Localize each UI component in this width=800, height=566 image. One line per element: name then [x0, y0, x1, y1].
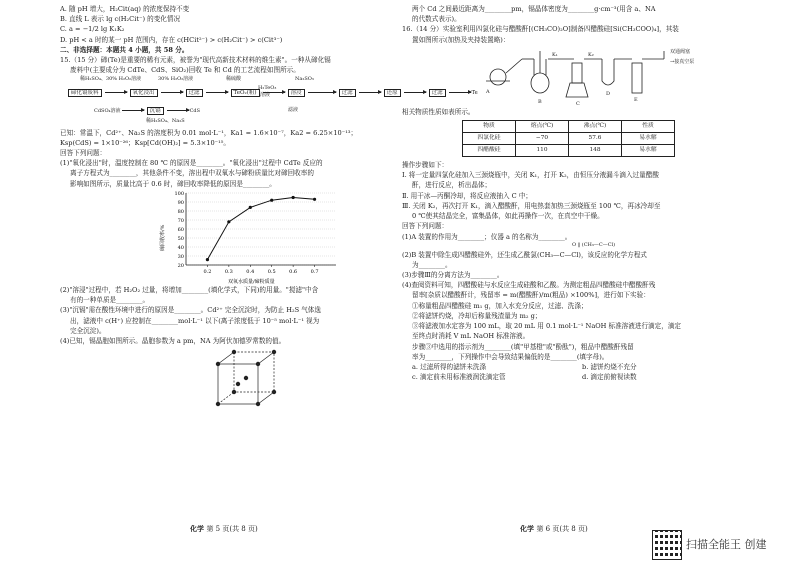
option-a: A. 随 pH 增大，H₂Cit(aq) 的浓度保持不变	[60, 5, 190, 13]
chart-y-tick-label: 20	[177, 262, 184, 269]
step-3: Ⅲ. 关闭 K₂，再次打开 K₁，滴入醋酸酐，用电热套加热三颈烧瓶至 100 ℃，再冰冷却至	[402, 201, 661, 210]
table-header-cell: 性质	[622, 121, 675, 133]
option-c: C. a = −1/2 lg K₁K₂	[60, 25, 125, 34]
flow-bottom-4: 滤液	[288, 106, 299, 113]
flow-box-7: 还原	[384, 89, 401, 98]
answer-4-step2: ②将滤饼灼烧，冷却后称量残渣量为 m₂ g；	[412, 311, 542, 320]
app-label-valve: 双通阀塞	[670, 48, 691, 55]
chart-y-tick-label: 60	[177, 226, 184, 233]
flow-box-6: 过滤	[339, 89, 356, 98]
r-line2: 的代数式表示)。	[412, 15, 461, 24]
answer-4-line2: 留率[杂质以醋酸酐计，残留率 = m(醋酸酐)/m(粗品) ×100%]，进行如下实验：	[412, 291, 650, 300]
flow-bottom-1: CdSO₄溶液	[94, 107, 121, 114]
flow-product-1: H₂TeO₃	[258, 84, 277, 91]
flow-reagent-2: 30% H₂O₂溶液	[158, 75, 194, 82]
table-cell: 四醋酸硅	[463, 145, 516, 157]
table-header-row	[463, 121, 675, 133]
app-label-k1: K₁	[552, 51, 558, 58]
part4-line1: (4)已知，镉晶胞如图所示。晶胞参数为 a pm，NA 为阿伏加德罗常数的值。	[60, 336, 286, 345]
chart-y-tick-label: 70	[177, 217, 184, 224]
chart-y-tick-label: 90	[177, 199, 184, 206]
left-footer-subject: 化学	[190, 524, 204, 533]
answer-4-step3b: 至终点时消耗 V mL NaOH 标准溶液。	[412, 332, 530, 341]
known-line1: 已知：常温下，Cd²⁺、Na₂S 的溶度积为 0.01 mol·L⁻¹，Ka1 = 1.6×10⁻⁷，Ka2 = 6.25×10⁻¹³；	[60, 128, 358, 137]
part3-line1: (3)"沉镉"需在酸性环境中进行的原因是________。Cd²⁺ 完全沉淀时，为防止 H₂S 气体逸	[60, 306, 321, 315]
chart-x-tick-label: 0.7	[310, 268, 319, 275]
table-cell: 148	[569, 145, 622, 157]
flow-box-4: TeO₂(粗)	[231, 89, 260, 98]
chart-ylabel: 碲回收率/%	[160, 224, 166, 251]
flow-product-2: 溶液	[260, 91, 271, 98]
step-3b: 0 ℃使其结晶完全，富集晶体，如此再操作一次，在真空中干燥。	[412, 212, 604, 221]
answer-1: (1)A 装置的作用为________；仪器 a 的名称为________。	[402, 232, 572, 241]
ask-title: 回答下列问题：	[402, 222, 449, 231]
choice-a: a. 过滤所得的滤饼未洗涤	[412, 362, 487, 371]
choices-row-1	[402, 362, 742, 372]
section-heading: 二、非选择题：本题共 4 小题，共 58 分。	[60, 45, 189, 54]
flow-reagent-4: Na₂SO₃	[295, 75, 314, 82]
chart-data-point	[292, 196, 295, 199]
flow-box-3: 过滤	[186, 89, 203, 98]
known-line3: 回答下列问题：	[60, 148, 107, 157]
flow-box-1: 碲化镉废料	[68, 89, 102, 98]
flow-reagent-3: 稀硫酸	[226, 75, 242, 82]
chart-y-tick-label: 80	[177, 208, 184, 215]
flow-box-2: 氧化浸出	[130, 89, 158, 98]
acyl-chloride-structure: O ‖ (CH₃—C—Cl)	[572, 241, 616, 248]
table-cell: 57.6	[569, 133, 622, 145]
chart-data-point	[249, 206, 252, 209]
flow-bottom-2: 沉镉	[147, 107, 164, 116]
chart-series-line	[207, 197, 314, 259]
answer-4-step1: ①称量粗品四醋酸硅 m₁ g，加入水充分反应，过滤、洗涤；	[412, 301, 588, 310]
right-footer	[520, 524, 588, 534]
steps-title: 操作步骤如下：	[402, 161, 449, 170]
known-line2: Ksp(CdS) = 1×10⁻²⁶；Ksp[Cd(OH)₂] = 5.3×10⁻¹⁵。	[60, 138, 231, 147]
table-cell: 四氯化硅	[463, 133, 516, 145]
answer-4-line1: (4)查阅资料可知，四醋酸硅与水反应生成硅酸和乙酸。为测定粗品四醋酸硅中醋酸酐残	[402, 281, 656, 290]
table-cell: 易水解	[622, 133, 675, 145]
chart-data-point	[270, 198, 273, 201]
table-row	[463, 133, 675, 145]
step-1: Ⅰ. 将一定量四氯化硅加入三颈烧瓶中，关闭 K₁，打开 K₂，由恒压分液漏斗滴入过量醋酸	[402, 171, 659, 180]
answer-4-step4b: 率为________，下列操作中会导致结果偏低的是________(填字母)。	[412, 352, 609, 361]
table-header-cell: 熔点(℃)	[516, 121, 569, 133]
flow-bottom-5: 稀H₂SO₄、Na₂S	[146, 117, 185, 124]
chart-y-tick-label: 30	[177, 253, 184, 260]
chart-xlabel: 双氧水质量/碲粉质量	[228, 278, 275, 285]
chart-x-tick-label: 0.2	[203, 268, 212, 275]
flow-box-8: 过滤	[429, 89, 446, 98]
table-row	[463, 145, 675, 157]
q16-line2: 置如图所示(加热及夹持装置略)：	[412, 35, 510, 44]
right-footer-page: 第 6 页(共 8 页)	[536, 525, 588, 533]
flow-bottom-row	[94, 107, 200, 116]
chart-data-point	[206, 258, 209, 261]
watermark-text: 扫描全能王 创建	[686, 538, 767, 551]
flow-reagent-1: 稀H₂SO₄、30% H₂O₂溶液	[80, 75, 142, 82]
part1-line3: 影响如图所示，质量比高于 0.6 时，碲回收率降低的原因是________。	[70, 179, 276, 188]
app-label-b: B	[538, 98, 542, 105]
answer-2-line1: (2)B 装置中除生成四醋酸硅外，还生成乙酰氯(CH₃—C—Cl)，该反应的化学方程式	[402, 250, 647, 259]
q15-stem-line1: 15.（15 分）碲(Te)是重要的稀有元素，被誉为"现代高新技术材料的维生素"。一种从碲化镉	[60, 56, 331, 65]
app-label-a: A	[486, 88, 490, 95]
cadmium-unit-cell-diagram	[210, 346, 290, 408]
right-page	[402, 4, 742, 382]
app-label-pump: →接真空泵	[670, 58, 695, 65]
q15-stem-line2: 废料中(主要成分为 CdTe、CdS、SiO₂)回收 Te 和 Cd 的工艺流程如图所示。	[70, 66, 300, 75]
q16-line1: 16.（14 分）实验室利用四氯化硅与醋酸酐[(CH₃CO)₂O]制备四醋酸硅[Si(CH₃COO)₄]，其装	[402, 25, 679, 34]
qr-code-icon	[652, 530, 682, 560]
flow-box-9: Te	[471, 89, 478, 96]
chart-data-point	[313, 198, 316, 201]
table-header-cell: 沸点(℃)	[569, 121, 622, 133]
left-footer	[190, 524, 258, 534]
choice-c: c. 滴定前未用标准液润洗滴定管	[412, 373, 506, 382]
choice-b: b. 滤饼灼烧不充分	[582, 362, 637, 371]
answer-4-step4: 步骤③中选用的指示剂为________(填"甲基橙"或"酚酞")，粗品中醋酸酐残留	[412, 342, 634, 351]
chart-data-point	[227, 220, 230, 223]
apparatus-diagram	[402, 45, 732, 107]
r-line1: 两个 Cd 之间最近距离为________pm，镉晶体密度为________g·cm⁻³(用含 a、NA	[412, 5, 656, 13]
chart-x-tick-label: 0.6	[289, 268, 298, 275]
chart-y-tick-label: 50	[177, 235, 184, 242]
part3-line3: 完全沉淀)。	[70, 326, 106, 335]
right-footer-subject: 化学	[520, 524, 534, 533]
step-1b: 酐，进行反应，析出晶体；	[412, 181, 492, 190]
table-title: 相关物质性质如表所示。	[402, 107, 475, 116]
option-d: D. pH < a 时的某一 pH 范围内，存在 c(HCit²⁻) > c(H₂Cit⁻) > c(Cit³⁻)	[60, 35, 283, 44]
part2-line1: (2)"溶浸"过程中，若 H₂O₂ 过量，将增加________(填化学式，下同)的用量。"搅滤"中含	[60, 285, 319, 294]
answer-2-line2: 为________。	[412, 260, 452, 269]
chart-x-tick-label: 0.5	[267, 268, 276, 275]
app-label-e: E	[634, 96, 638, 103]
answer-4-step3: ③将滤液加水定容为 100 mL，取 20 mL 用 0.1 mol·L⁻¹ NaOH 标准溶液进行滴定，滴定	[412, 322, 682, 331]
chart-y-tick-label: 40	[177, 244, 184, 251]
table-cell: 110	[516, 145, 569, 157]
table-cell: −70	[516, 133, 569, 145]
choices-row-2	[402, 372, 742, 382]
properties-table	[462, 120, 675, 157]
table-header-cell: 物质	[463, 121, 516, 133]
part2-line2: 有的一种单质是________。	[70, 296, 150, 305]
app-label-k2: K₂	[588, 51, 594, 58]
option-b: B. 直线 L 表示 lg c(H₂Cit⁻) 的变化情况	[60, 15, 181, 24]
part1-line1: (1)"氧化浸出"时，温度控制在 80 ℃ 的原因是________。"氧化浸出"过程中 CdTe 反应的	[60, 159, 323, 168]
left-footer-page: 第 5 页(共 8 页)	[206, 525, 258, 533]
choice-d: d. 滴定前俯视读数	[582, 373, 637, 382]
flow-box-5: 溶浸	[288, 89, 305, 98]
flow-bottom-3: CdS	[189, 107, 201, 114]
chart-y-tick-label: 100	[174, 190, 184, 197]
chart-x-tick-label: 0.4	[246, 268, 255, 275]
step-2: Ⅱ. 用干冰—丙酮冷却，将反应液抽入 C 中；	[402, 191, 533, 200]
part1-line2: 离子方程式为________，其他条件不变，溶出程中双氧水与碲粉质量比对碲回收率的	[70, 169, 314, 178]
table-cell: 易水解	[622, 145, 675, 157]
recovery-rate-chart	[156, 189, 356, 285]
app-label-d: D	[606, 90, 611, 97]
chart-x-tick-label: 0.3	[224, 268, 233, 275]
answer-3: (3)步骤Ⅲ的分离方法为________。	[402, 270, 504, 279]
app-label-c: C	[576, 100, 580, 107]
part3-line2: 出，滤液中 c(H⁺) 应控制在________mol·L⁻¹ 以下(离子浓度低于 10⁻⁵ mol·L⁻¹ 视为	[70, 316, 320, 325]
